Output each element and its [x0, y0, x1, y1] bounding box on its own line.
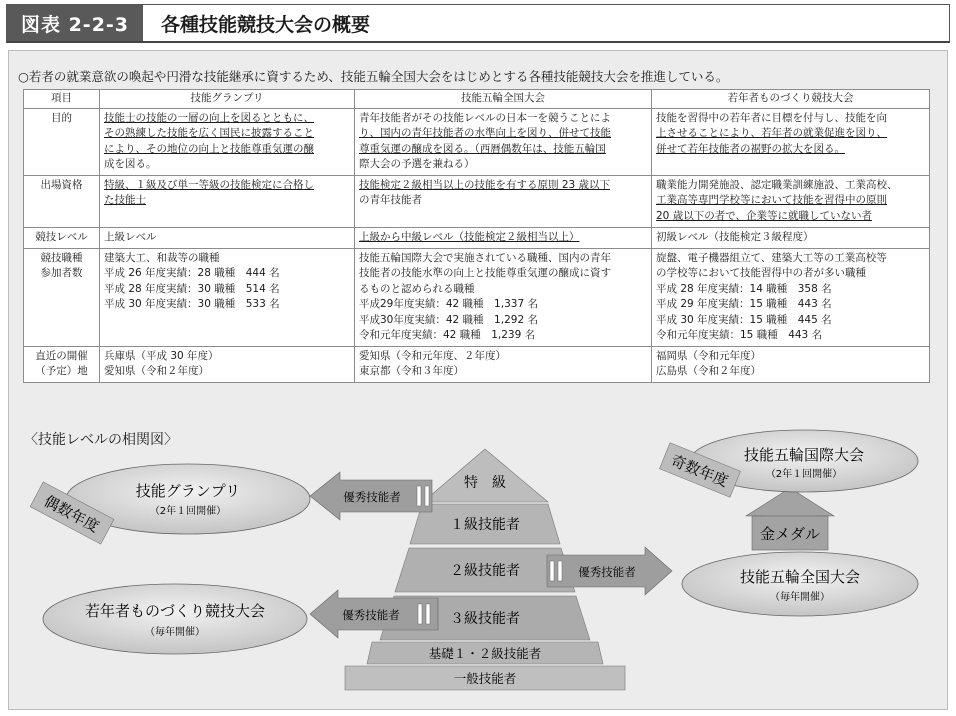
- table-cell: 兵庫県（平成 30 年度） 愛知県（令和２年度）: [100, 346, 355, 382]
- row-label: 出場資格: [24, 175, 100, 227]
- level-general-label: 一般技能者: [453, 671, 517, 686]
- row-label: 目的: [24, 108, 100, 175]
- national-name: 技能五輪全国大会: [739, 568, 861, 586]
- col-header-item: 項目: [24, 90, 100, 109]
- table-cell: 青年技能者がその技能レベルの日本一を競うことによ り、国内の青年技能者の水準向上を図り、併せて技能 尊重気運の醸成を図る。（西暦偶数年は、技能五輪国 際大会の予選を兼ねる）: [355, 108, 652, 175]
- arrow-label-middle-right: 優秀技能者: [578, 565, 636, 579]
- arrow-label-top-left: 優秀技能者: [343, 490, 401, 504]
- col-header-youth: 若年者ものづくり競技大会: [652, 90, 930, 109]
- level-1-label: １級技能者: [450, 517, 520, 533]
- table-cell: 職業能力開発施設、認定職業訓練施設、工業高校、 工業高等専門学校等において技能を習得中の原則 20 歳以下の者で、企業等に就職していない者: [652, 175, 930, 227]
- table-cell: 福岡県（令和元年度） 広島県（令和２年度）: [652, 346, 930, 382]
- col-header-national: 技能五輪全国大会: [355, 90, 652, 109]
- table-cell: 旋盤、電子機器組立て、建築大工等の工業高校等 の学校等において技能習得中の者が多い職種 平成 28 年度実績：14 職種 358 名 平成 29 年度実績：15 職種 443 名 平成 30 年度実績：15 職種 445 名 令和元年度実績：15 職種 443 名: [652, 248, 930, 346]
- youth-name: 若年者ものづくり競技大会: [84, 602, 266, 620]
- diagram-title: 〈技能レベルの相関図〉: [24, 432, 178, 448]
- table-cell: 上級から中級レベル（技能検定２級相当以上）: [355, 227, 652, 248]
- table-cell: 技能を習得中の若年者に目標を付与し、技能を向 上させることにより、若年者の就業促進を図り、 併せて若年技能者の裾野の拡大を図る。: [652, 108, 930, 175]
- even-year-label: 偶数年度: [40, 491, 103, 536]
- col-header-grand-prix: 技能グランプリ: [100, 90, 355, 109]
- table-cell: 技能検定２級相当以上の技能を有する原則 23 歳以下 の青年技能者: [355, 175, 652, 227]
- event-youth: [43, 584, 307, 654]
- world-note: （2年１回開催）: [765, 469, 843, 480]
- gold-medal-arrow: [746, 488, 834, 550]
- table-cell: 初級レベル（技能検定３級程度）: [652, 227, 930, 248]
- event-national: [682, 552, 918, 616]
- level-basic-label: 基礎１・２級技能者: [428, 646, 542, 661]
- table-cell: 技能士の技能の一層の向上を図るとともに、 その熟練した技能を広く国民に披露すること により、その地位の向上と技能尊重気運の醸 成を図る。: [100, 108, 355, 175]
- level-special-label: 特 級: [464, 475, 506, 491]
- level-2-label: ２級技能者: [450, 563, 520, 579]
- youth-note: （毎年開催）: [145, 627, 205, 638]
- table-cell: 上級レベル: [100, 227, 355, 248]
- table-cell: 技能五輪国際大会で実施されている職種、国内の青年 技能者の技能水準の向上と技能尊重気運の醸成に資す るものと認められる職種 平成29年度実績：42 職種 1,337 名 平成30年度実績：42 職種 1,292 名 令和元年度実績：42 職種 1,239 名: [355, 248, 652, 346]
- arrow-label-bottom-left: 優秀技能者: [342, 608, 400, 622]
- odd-year-label: 奇数年度: [668, 451, 731, 491]
- arrow-to-grand-prix: [310, 472, 432, 520]
- row-label: 競技レベル: [24, 227, 100, 248]
- figure-title: 各種技能競技大会の概要: [161, 13, 371, 36]
- grand-prix-name: 技能グランプリ: [135, 482, 241, 500]
- level-3-label: ３級技能者: [450, 611, 520, 627]
- world-name: 技能五輪国際大会: [743, 446, 865, 464]
- table-cell: 建築大工、和裁等の職種 平成 26 年度実績：28 職種 444 名 平成 28 年度実績：30 職種 514 名 平成 30 年度実績：30 職種 533 名: [100, 248, 355, 346]
- grand-prix-note: （2年１回開催）: [149, 506, 227, 517]
- gold-medal-label: 金メダル: [759, 525, 821, 543]
- table-cell: 愛知県（令和元年度、２年度） 東京都（令和３年度）: [355, 346, 652, 382]
- figure-number: 図表 2-2-3: [7, 5, 143, 41]
- national-note: （毎年開催）: [770, 592, 830, 603]
- lead-text: ○若者の就業意欲の喚起や円滑な技能継承に資するため、技能五輪全国大会をはじめとする各種技能競技大会を推進している。: [18, 69, 729, 84]
- table-cell: 特級、１級及び単一等級の技能検定に合格し た技能士: [100, 175, 355, 227]
- row-label: 直近の開催 （予定）地: [24, 346, 100, 382]
- row-label: 競技職種 参加者数: [24, 248, 100, 346]
